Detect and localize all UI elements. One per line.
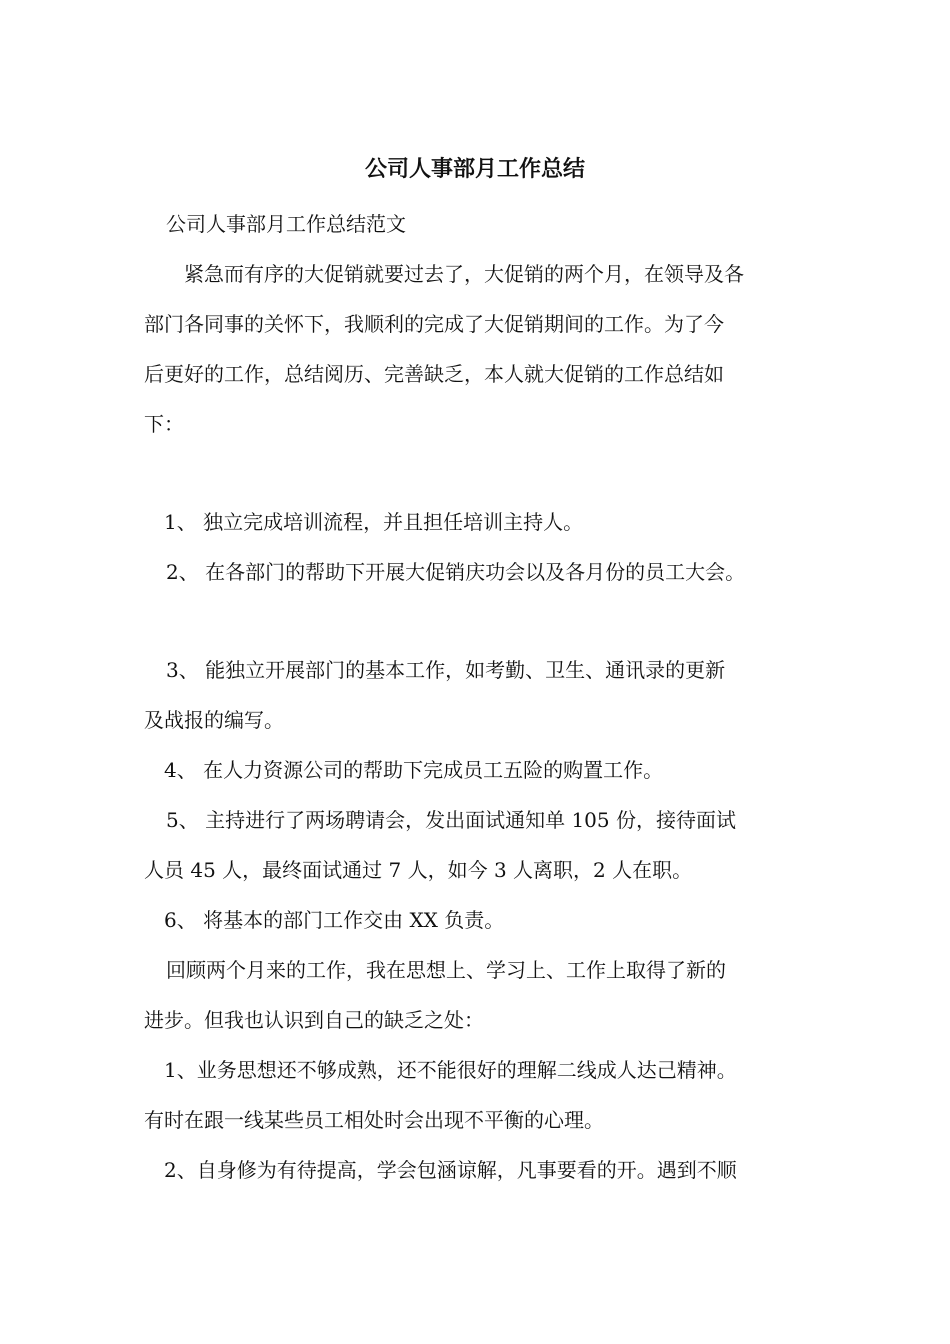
list-item: 5、 主持进行了两场聘请会，发出面试通知单 105 份，接待面试 <box>166 808 736 832</box>
paragraph-line: 进步。但我也认识到自己的缺乏之处： <box>144 1008 484 1032</box>
list-item: 6、 将基本的部门工作交由 XX 负责。 <box>164 908 505 932</box>
list-item: 3、 能独立开展部门的基本工作，如考勤、卫生、通讯录的更新 <box>166 658 726 682</box>
paragraph-line: 紧急而有序的大促销就要过去了，大促销的两个月，在领导及各 <box>184 262 744 286</box>
list-item: 4、 在人力资源公司的帮助下完成员工五险的购置工作。 <box>164 758 664 782</box>
paragraph-line: 部门各同事的关怀下，我顺利的完成了大促销期间的工作。为了今 <box>144 312 724 336</box>
document-subtitle: 公司人事部月工作总结范文 <box>166 212 406 236</box>
list-item: 1、 独立完成培训流程，并且担任培训主持人。 <box>164 510 584 534</box>
paragraph-line: 回顾两个月来的工作，我在思想上、学习上、工作上取得了新的 <box>166 958 726 982</box>
list-item: 1、业务思想还不够成熟，还不能很好的理解二线成人达己精神。 <box>164 1058 737 1082</box>
paragraph-line: 有时在跟一线某些员工相处时会出现不平衡的心理。 <box>144 1108 604 1132</box>
paragraph-line: 人员 45 人，最终面试通过 7 人，如今 3 人离职，2 人在职。 <box>144 858 693 882</box>
paragraph-line: 及战报的编写。 <box>144 708 284 732</box>
document-title: 公司人事部月工作总结 <box>364 157 585 182</box>
paragraph-line: 下： <box>144 412 184 436</box>
list-item: 2、 在各部门的帮助下开展大促销庆功会以及各月份的员工大会。 <box>166 560 746 584</box>
paragraph-line: 后更好的工作，总结阅历、完善缺乏，本人就大促销的工作总结如 <box>144 362 724 386</box>
list-item: 2、自身修为有待提高，学会包涵谅解，凡事要看的开。遇到不顺 <box>164 1158 737 1182</box>
